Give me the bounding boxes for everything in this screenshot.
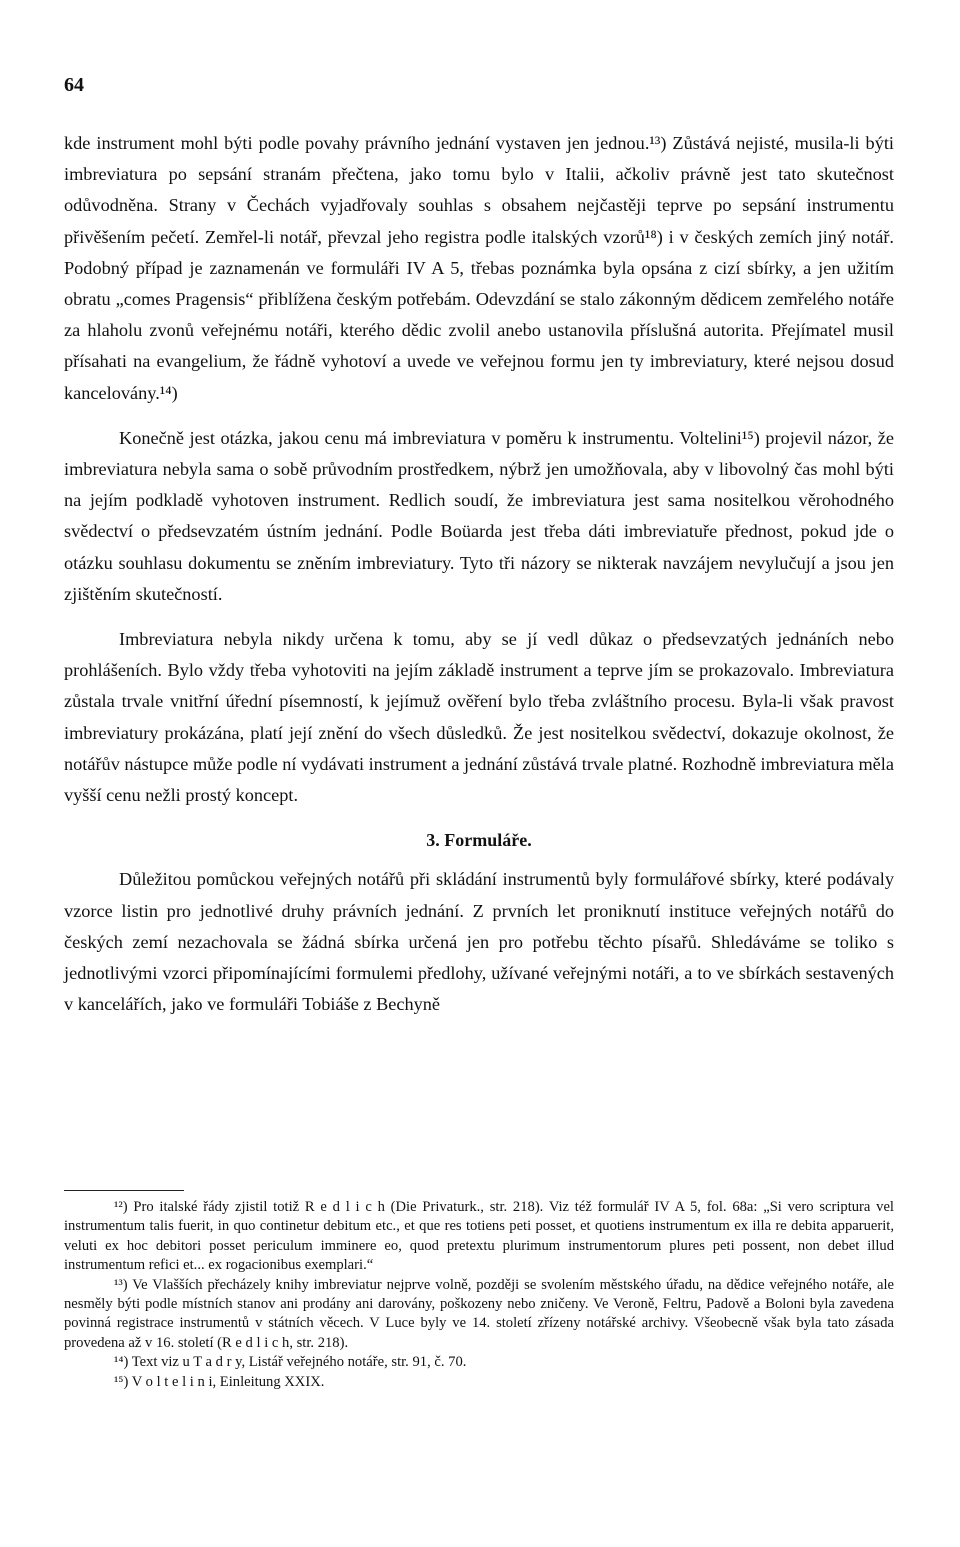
- footnote-12: ¹²) Pro italské řády zjistil totiž R e d l i c h (Die Privaturk., str. 218). Viz též formulář IV A 5, fol. 68a: „Si vero scriptura vel instrumentum talis fuerit, in quo continetur debitum etc., et que res totiens peti posset, et quotiens instrumentum ex illa re debita apparuerit, veluti ex hoc debitori posset periculum imminere eo, quod pretextu plurimum instrumentorum plures peti possent, non debet illud instrumentum refici et... ex rogacionibus exemplari.“: [64, 1199, 894, 1274]
- section-heading: 3. Formuláře.: [426, 830, 532, 851]
- body-text: [64, 128, 894, 1020]
- footnotes: [64, 1198, 894, 1392]
- paragraph-imbreviatura-value: Konečně jest otázka, jakou cenu má imbreviatura v poměru k instrumentu. Voltelini¹⁵) projevil názor, že imbreviatura nebyla sama o sobě průvodním prostředkem, nýbrž jen umožňovala, aby v libovolný čas mohl býti na jejím podkladě vyhotoven instrument. Redlich soudí, že imbreviatura jest sama nositelkou věrohodného svědectví o předsevzatém ústním jednání. Podle Boüarda jest třeba dáti imbreviatuře přednost, pokud jde o otázku souhlasu dokumentu se zněním imbreviatury. Tyto tři názory se nikterak navzájem nevylučují a jsou jen zjištěním skutečností.: [64, 427, 894, 604]
- footnote-divider: [64, 1190, 184, 1191]
- paragraph-notary-registry: kde instrument mohl býti podle povahy právního jednání vystaven jen jednou.¹³) Zůstává nejisté, musila-li býti imbreviatura po sepsání stranám přečtena, jako tomu bylo v Italii, ačkoliv právně jest tato skutečnost odůvodněna. Strany v Čechách vyjadřovaly souhlas s obsahem nejčastěji teprve po sepsání instrumentu přivěšením pečetí. Zemřel-li notář, převzal jeho registra podle italských vzorů¹⁸) i v českých zemích jiný notář. Podobný případ je zaznamenán ve formuláři IV A 5, třebas poznámka byla opsána z cizí sbírky, a jen užitím obratu „comes Pragensis“ přiblížena českým potřebám. Odevzdání se stalo zákonným dědicem zemřelého notáře za hlaholu zvonů veřejnému notáři, kterého dědic zvolil anebo ustanovila příslušná autorita. Přejímatel musil přísahati na evangelium, že řádně vyhotoví a uvede ve veřejnou formu jen ty imbreviatury, které nejsou dosud kancelovány.¹⁴): [64, 133, 894, 403]
- footnote-13: ¹³) Ve Vlašších přecházely knihy imbreviatur nejprve volně, později se svolením městského úřadu, na dědice veřejného notáře, ale nesměly býti podle místních stanov ani prodány ani darovány, poškozeny nebo zničeny. Ve Veroně, Feltru, Padově a Boloni byla zavedena povinná registrace instrumentů v státních věcech. V Luce byly ve 14. století zřízeny notářské archivy. Všeobecně však byla tato zásada provedena až v 16. století (R e d l i c h, str. 218).: [64, 1276, 894, 1351]
- footnote-15: ¹⁵) V o l t e l i n i, Einleitung XXIX.: [114, 1373, 325, 1390]
- paragraph-imbreviatura-evidence: Imbreviatura nebyla nikdy určena k tomu, aby se jí vedl důkaz o předsevzatých jednáních nebo prohlášeních. Bylo vždy třeba vyhotoviti na jejím základě instrument a teprve jím se prokazovalo. Imbreviatura zůstala trvale vnitřní úřední písemností, k jejímuž ověření bylo třeba zvláštního procesu. Byla-li však pravost imbreviatury prokázána, platí její znění do všech důsledků. Že jest nositelkou svědectví, dokazuje okolnost, že notářův nástupce může podle ní vydávati instrument a jednání zůstává trvale platné. Rozhodně imbreviatura měla vyšší cenu nežli prostý koncept.: [64, 629, 894, 806]
- footnote-14: ¹⁴) Text viz u T a d r y, Listář veřejného notáře, str. 91, č. 70.: [114, 1354, 467, 1371]
- page-number: 64: [64, 74, 84, 96]
- paragraph-formularies: Důležitou pomůckou veřejných notářů při skládání instrumentů byly formulářové sbírky, které podávaly vzorce listin pro jednotlivé druhy právních jednání. Z prvních let proniknutí instituce veřejných notářů do českých zemí nezachovala se žádná sbírka určená jen pro potřebu těchto písařů. Shledáváme se toliko s jednotlivými vzorci připomínajícími formulemi předlohy, užívané veřejnými notáři, a to ve sbírkách sestavených v kancelářích, jako ve formuláři Tobiáše z Bechyně: [64, 869, 894, 1015]
